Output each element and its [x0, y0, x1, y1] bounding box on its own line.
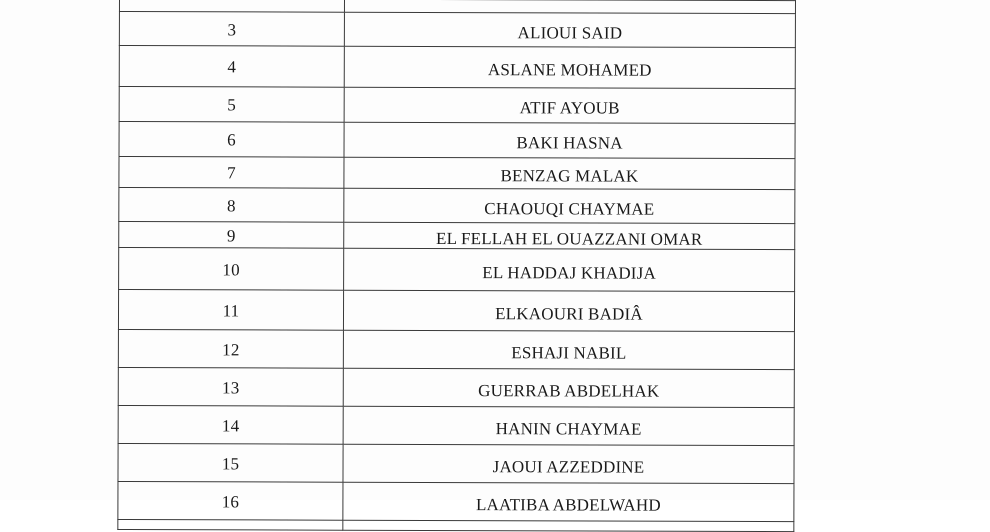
table-row — [119, 87, 795, 124]
student-name-cell: HANIN CHAYMAE — [343, 406, 794, 445]
student-list-table — [117, 0, 796, 532]
table-row — [118, 519, 794, 531]
row-number-cell: 8 — [119, 188, 344, 223]
row-number-cell: 12 — [118, 329, 343, 368]
student-name-cell: JAOUI AZZEDDINE — [343, 444, 794, 483]
student-name-cell: GUERRAB ABDELHAK — [343, 368, 794, 407]
student-name-cell — [343, 520, 794, 531]
student-name-cell: ALIOUI SAID — [344, 12, 795, 47]
row-number-cell — [118, 519, 343, 530]
table-row — [118, 481, 794, 521]
row-number-cell: 5 — [119, 87, 344, 123]
student-name-cell: EL FELLAH EL OUAZZANI OMAR — [344, 222, 795, 249]
row-number-cell: 10 — [119, 248, 344, 291]
row-number-cell: 3 — [119, 12, 344, 47]
student-name-cell: EL HADDAJ KHADIJA — [344, 248, 795, 291]
student-name-cell: ATIF AYOUB — [344, 87, 795, 123]
student-list-table-wrapper — [117, 0, 796, 532]
table-row — [119, 46, 795, 89]
student-name-cell: ELKAOURI BADIÂ — [343, 290, 794, 331]
row-number-cell — [119, 0, 344, 12]
table-row — [119, 122, 795, 159]
table-row — [118, 443, 794, 483]
student-name-cell: BENZAG MALAK — [344, 157, 795, 189]
student-name-cell: ASLANE MOHAMED — [344, 46, 795, 88]
table-row — [118, 367, 794, 407]
table-row — [119, 188, 795, 224]
row-number-cell: 4 — [119, 46, 344, 88]
table-row — [119, 248, 795, 292]
table-row — [118, 329, 794, 369]
student-name-cell: ESHAJI NABIL — [343, 330, 794, 369]
student-name-cell: BAKI HASNA — [344, 122, 795, 158]
table-row — [119, 222, 795, 250]
row-number-cell: 16 — [118, 481, 343, 520]
table-row — [118, 405, 794, 445]
table-row — [119, 12, 795, 48]
student-name-cell: LAATIBA ABDELWAHD — [343, 482, 794, 521]
row-number-cell: 9 — [119, 222, 344, 249]
student-name-cell: CHAOUQI CHAYMAE — [344, 188, 795, 223]
row-number-cell: 7 — [119, 157, 344, 189]
table-row — [118, 290, 794, 332]
row-number-cell: 14 — [118, 405, 343, 444]
table-row — [119, 157, 795, 190]
row-number-cell: 13 — [118, 367, 343, 406]
row-number-cell: 6 — [119, 122, 344, 158]
row-number-cell: 15 — [118, 443, 343, 482]
row-number-cell: 11 — [118, 290, 343, 331]
